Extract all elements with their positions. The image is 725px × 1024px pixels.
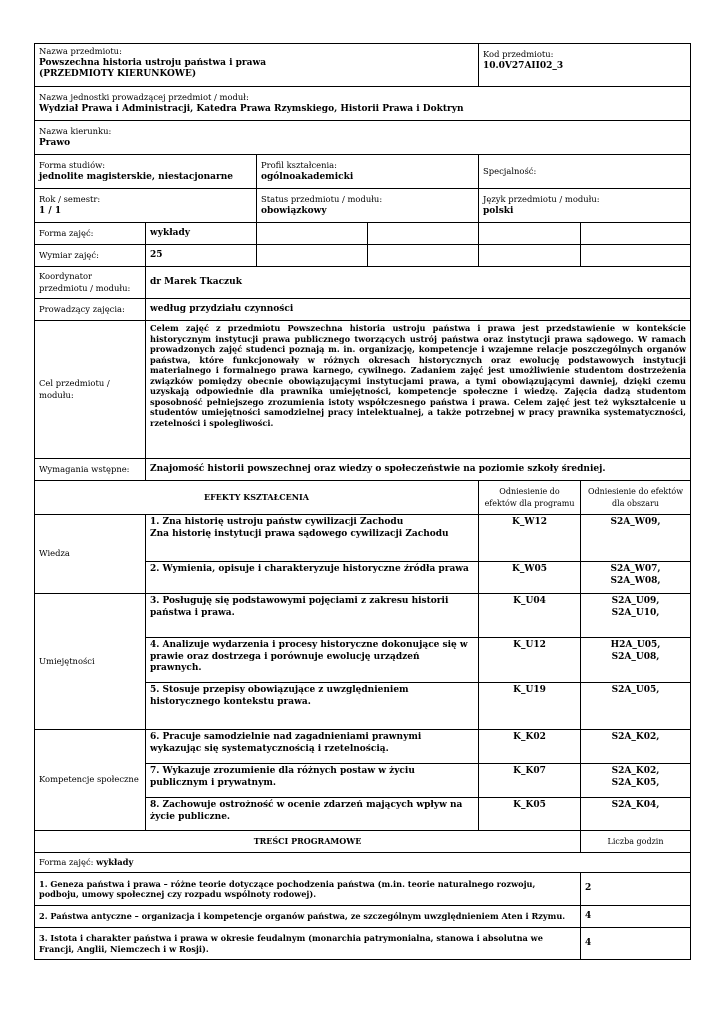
language-cell [479,189,691,223]
effect-area: S2A_W09, [581,515,691,562]
class-hours-label: Wymiar zajęć: [35,245,146,267]
goal-value: Celem zajęć z przedmiotu Powszechna historia ustroju państwa i prawa jest przedstawienie w kontekście historycznym instytucji prawa publicznego tworzących ustrój państwa oraz instytucji prawa sądowego. W ramach prowadzonych zajęć studenci poznają m. in. organizację, kompetencje i wzajemne relacje poszczególnych organów państwa, które funkcjonowały w różnych okresach historycznych oraz ewolucję podstawowych instytucji materialnego i formalnego prawa karnego, cywilnego. Zadaniem zajęć jest umożliwienie studentom dostrzeżenia związków pomiędzy obecnie obowiązującymi instytucjami prawa, a tymi obowiązującymi dawniej, dzięki czemu uzyskają odpowiednie dla prawnika umiejętności, kompetencje społeczne i wiedzę. Zajęcia dadzą studentom sposobność pełniejszego zrozumienia istoty współczesnego państwa i prawa. Celem zajęć jest też wykształcenie u studentów umiejętności samodzielnej pracy intelektualnej, a także potrzebnej w pracy prawnika systematyczności, rzetelności i spolegliwości. [146,321,691,459]
effect-text: 4. Analizuje wydarzenia i procesy historyczne dokonujące się w prawie oraz dostrzega i porównuje ewolucję urządzeń prawnych. [146,638,479,683]
effect-text: 1. Zna historię ustroju państw cywilizacji Zachodu Zna historię instytucji prawa sądowego cywilizacji Zachodu [146,515,479,562]
effect-program: K_W12 [479,515,581,562]
direction-label: Nazwa kierunku: [39,126,112,136]
requirements-value: Znajomość historii powszechnej oraz wiedzy o społeczeństwie na poziomie szkoły średniej. [146,459,691,481]
effect-text: 2. Wymienia, opisuje i charakteryzuje historyczne źródła prawa [146,562,479,594]
content-form-label: Forma zajęć: [39,856,94,867]
effect-program: K_U04 [479,594,581,638]
effect-text: 8. Zachowuje ostrożność w ocenie zdarzeń mających wpływ na życie publiczne. [146,798,479,831]
status-cell [257,189,479,223]
subject-group: (PRZEDMIOTY KIERUNKOWE) [39,69,197,79]
content-row-text: 2. Państwa antyczne – organizacja i kompetencje organów państwa, ze szczególnym uwzględnieniem Aten i Rzymu. [35,906,581,928]
status-value: obowiązkowy [261,205,327,216]
class-hours-value: 25 [146,245,257,267]
subject-label: Nazwa przedmiotu: [39,46,122,56]
content-form-cell [35,853,691,873]
specialisation-label: Specjalność: [483,165,537,176]
study-form-value: jednolite magisterskie, niestacjonarne [39,171,234,182]
language-value: polski [483,205,514,216]
year-label: Rok / semestr: [39,194,101,204]
code-value: 10.0V27AII02_3 [483,60,564,71]
effects-area-header: Odniesienie do efektów dla obszaru [581,481,691,515]
direction-cell [35,121,691,155]
lecturer-label: Prowadzący zajęcia: [35,299,146,321]
year-value: 1 / 1 [39,205,62,216]
study-form-label: Forma studiów: [39,160,106,170]
profile-value: ogólnoakademicki [261,171,354,182]
effect-text: 3. Posługuję się podstawowymi pojęciami z zakresu historii państwa i prawa. [146,594,479,638]
empty-cell [479,245,581,267]
direction-value: Prawo [39,137,71,148]
effect-area: S2A_K02, [581,730,691,764]
effect-text: 7. Wykazuje zrozumienie dla różnych postaw w życiu publicznym i prywatnym. [146,764,479,798]
subject-name: Powszechna historia ustroju państwa i prawa [39,57,267,68]
unit-cell [35,87,691,121]
class-form-value: wykłady [146,223,257,245]
empty-cell [257,223,368,245]
effect-program: K_U19 [479,683,581,730]
content-hours-header: Liczba godzin [581,831,691,853]
effect-text: 5. Stosuje przepisy obowiązujące z uwzględnieniem historycznego kontekstu prawa. [146,683,479,730]
content-row-text: 3. Istota i charakter państwa i prawa w okresie feudalnym (monarchia patrymonialna, stanowa i absolutna we Francji, Anglii, Niemczech i w Rosji). [35,928,581,960]
coordinator-label: Koordynator przedmiotu / modułu: [35,267,146,299]
effects-program-header: Odniesienie do efektów dla programu [479,481,581,515]
effect-area: S2A_U09, S2A_U10, [581,594,691,638]
effect-program: K_U12 [479,638,581,683]
effect-program: K_K07 [479,764,581,798]
code-cell [479,44,691,87]
effects-group-name: Wiedza [35,515,146,594]
effect-area: S2A_W07, S2A_W08, [581,562,691,594]
goal-label: Cel przedmiotu / modułu: [35,321,146,459]
effect-program: K_K05 [479,798,581,831]
effect-area: S2A_U05, [581,683,691,730]
empty-cell [368,223,479,245]
language-label: Język przedmiotu / modułu: [483,194,600,204]
specialisation-cell [479,155,691,189]
profile-label: Profil kształcenia: [261,160,338,170]
syllabus-sheet [34,43,690,960]
content-title: TREŚCI PROGRAMOWE [35,831,581,853]
effects-group-name: Kompetencje społeczne [35,730,146,831]
class-form-label: Forma zajęć: [35,223,146,245]
year-cell [35,189,257,223]
content-row-hours: 2 [581,873,691,906]
unit-label: Nazwa jednostki prowadzącej przedmiot / moduł: [39,92,249,102]
effect-area: S2A_K02, S2A_K05, [581,764,691,798]
content-row-hours: 4 [581,928,691,960]
effects-group-name: Umiejętności [35,594,146,730]
effect-area: H2A_U05, S2A_U08, [581,638,691,683]
effect-program: K_K02 [479,730,581,764]
code-label: Kod przedmiotu: [483,49,554,59]
empty-cell [479,223,581,245]
profile-cell [257,155,479,189]
content-row-text: 1. Geneza państwa i prawa – różne teorie dotyczące pochodzenia państwa (m.in. teorie naturalnego rozwoju, podboju, umowy społecznej czy rozpadu wspólnoty rodowej). [35,873,581,906]
content-row-hours: 4 [581,906,691,928]
requirements-label: Wymagania wstępne: [35,459,146,481]
empty-cell [581,245,691,267]
effect-text: 6. Pracuje samodzielnie nad zagadnieniami prawnymi wykazując się systematycznością i rzetelnością. [146,730,479,764]
effects-title: EFEKTY KSZTAŁCENIA [35,481,479,515]
lecturer-value: według przydziału czynności [146,299,691,321]
empty-cell [257,245,368,267]
status-label: Status przedmiotu / modułu: [261,194,383,204]
unit-value: Wydział Prawa i Administracji, Katedra Prawa Rzymskiego, Historii Prawa i Doktryn [39,103,464,114]
effect-program: K_W05 [479,562,581,594]
syllabus-table [34,43,691,960]
coordinator-value: dr Marek Tkaczuk [146,267,691,299]
content-form-value: wykłady [96,856,134,867]
effect-area: S2A_K04, [581,798,691,831]
empty-cell [368,245,479,267]
empty-cell [581,223,691,245]
subject-cell [35,44,479,87]
study-form-cell [35,155,257,189]
